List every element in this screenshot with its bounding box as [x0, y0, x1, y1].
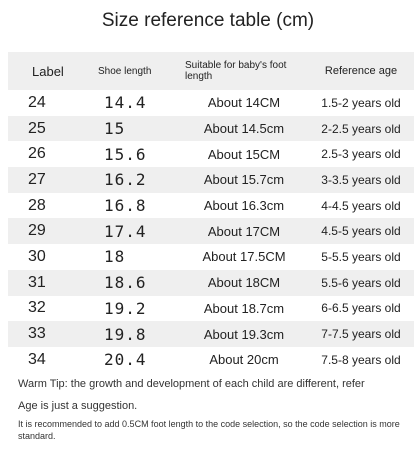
cell-reference-age: 2.5-3 years old — [321, 147, 401, 162]
cell-foot-length: About 17.5CM — [202, 249, 286, 265]
table-row — [8, 296, 414, 322]
table-row — [8, 90, 414, 116]
page-title: Size reference table (cm) — [101, 10, 315, 31]
table-row — [8, 347, 414, 373]
size-table — [8, 52, 414, 373]
warm-tip: Warm Tip: the growth and development of each child are different, refer — [18, 378, 365, 390]
cell-foot-length: About 15.7cm — [203, 172, 285, 188]
cell-label: 24 — [28, 93, 46, 111]
recommendation: It is recommended to add 0.5CM foot length to the code selection, so the code selection is more standard. — [18, 419, 400, 441]
cell-reference-age: 6-6.5 years old — [321, 301, 401, 316]
header-foot-length: Suitable for baby's foot length — [185, 60, 287, 82]
table-row — [8, 116, 414, 142]
cell-shoe-length: 19.2 — [104, 298, 147, 318]
header-reference-age: Reference age — [324, 65, 398, 77]
cell-label: 31 — [28, 273, 46, 291]
cell-label: 30 — [28, 247, 46, 265]
cell-shoe-length: 18 — [104, 247, 126, 267]
cell-shoe-length: 18.6 — [104, 273, 147, 293]
cell-reference-age: 2-2.5 years old — [321, 121, 401, 136]
cell-foot-length: About 14CM — [207, 95, 281, 111]
cell-foot-length: About 19.3cm — [203, 326, 285, 342]
cell-foot-length: About 17CM — [207, 223, 281, 239]
cell-label: 29 — [28, 222, 46, 240]
cell-shoe-length: 17.4 — [104, 221, 147, 241]
cell-foot-length: About 18.7cm — [203, 300, 285, 316]
table-row — [8, 193, 414, 219]
notes — [18, 378, 410, 442]
cell-reference-age: 7.5-8 years old — [321, 352, 401, 367]
cell-label: 26 — [28, 145, 46, 163]
cell-reference-age: 4-4.5 years old — [321, 198, 401, 213]
cell-foot-length: About 20cm — [209, 352, 279, 368]
cell-reference-age: 5-5.5 years old — [321, 249, 401, 264]
cell-shoe-length: 16.8 — [104, 196, 147, 216]
table-row — [8, 167, 414, 193]
cell-reference-age: 5.5-6 years old — [321, 275, 401, 290]
table-row — [8, 218, 414, 244]
cell-foot-length: About 16.3cm — [203, 198, 285, 214]
cell-reference-age: 7-7.5 years old — [321, 327, 401, 342]
cell-shoe-length: 19.8 — [104, 324, 147, 344]
cell-reference-age: 3-3.5 years old — [321, 172, 401, 187]
cell-label: 33 — [28, 325, 46, 343]
table-row — [8, 270, 414, 296]
cell-label: 32 — [28, 299, 46, 317]
cell-shoe-length: 15 — [104, 119, 126, 139]
cell-shoe-length: 20.4 — [104, 350, 147, 370]
cell-foot-length: About 15CM — [207, 146, 281, 162]
cell-foot-length: About 14.5cm — [203, 121, 285, 137]
age-suggestion: Age is just a suggestion. — [18, 400, 138, 412]
table-row — [8, 321, 414, 347]
cell-label: 34 — [28, 350, 46, 368]
cell-reference-age: 1.5-2 years old — [321, 95, 401, 110]
table-row — [8, 244, 414, 270]
table-row — [8, 141, 414, 167]
cell-label: 27 — [28, 170, 46, 188]
cell-foot-length: About 18CM — [207, 275, 281, 291]
cell-label: 25 — [28, 119, 46, 137]
cell-shoe-length: 14.4 — [104, 93, 147, 113]
cell-shoe-length: 16.2 — [104, 170, 147, 190]
cell-shoe-length: 15.6 — [104, 144, 147, 164]
cell-label: 28 — [28, 196, 46, 214]
cell-reference-age: 4.5-5 years old — [321, 224, 401, 239]
header-shoe-length: Shoe length — [98, 65, 152, 77]
header-label: Label — [32, 63, 64, 79]
table-header-row — [8, 52, 414, 90]
